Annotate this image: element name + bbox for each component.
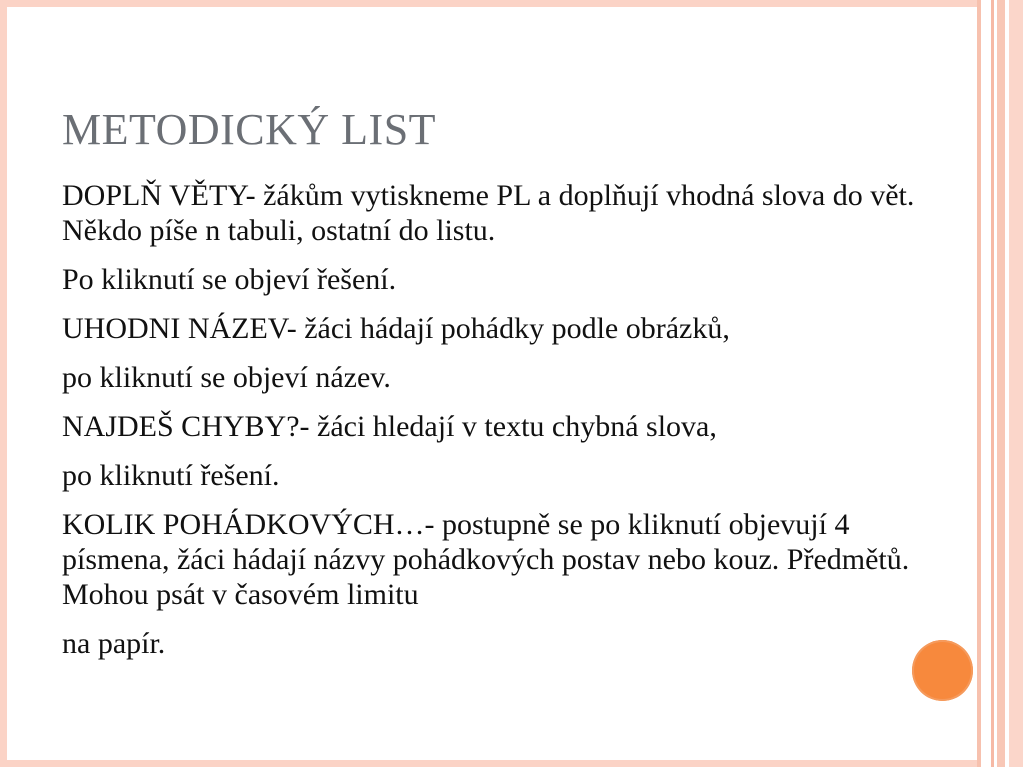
paragraph-najdes-chyby: NAJDEŠ CHYBY?- žáci hledají v textu chybná slova, <box>62 410 717 443</box>
slide-body <box>62 178 962 675</box>
paragraph-kolik-pohadkovych: KOLIK POHÁDKOVÝCH…- postupně se po kliknutí objevují 4 písmena, žáci hádají názvy pohádkových postav nebo kouz. Předmětů. Mohou psát v časovém limitu <box>62 508 910 611</box>
top-border <box>0 0 1023 7</box>
left-border <box>0 0 7 767</box>
bottom-border <box>0 760 1023 767</box>
paragraph-doplnvety: DOPLŇ VĚTY- žákům vytiskneme PL a doplňují vhodná slova do vět. Někdo píše n tabuli, ostatní do listu. <box>62 179 915 247</box>
paragraph-reseni-1: Po kliknutí se objeví řešení. <box>62 263 397 296</box>
right-stripe-decoration <box>977 0 1023 767</box>
paragraph-na-papir: na papír. <box>62 627 166 660</box>
paragraph-uhodni-nazev: UHODNI NÁZEV- žáci hádají pohádky podle obrázků, <box>62 312 730 345</box>
paragraph-reseni-2: po kliknutí řešení. <box>62 459 280 492</box>
orange-circle-decoration <box>912 640 973 701</box>
paragraph-nazev: po kliknutí se objeví název. <box>62 361 391 394</box>
slide-title: METODICKÝ LIST <box>62 105 437 154</box>
